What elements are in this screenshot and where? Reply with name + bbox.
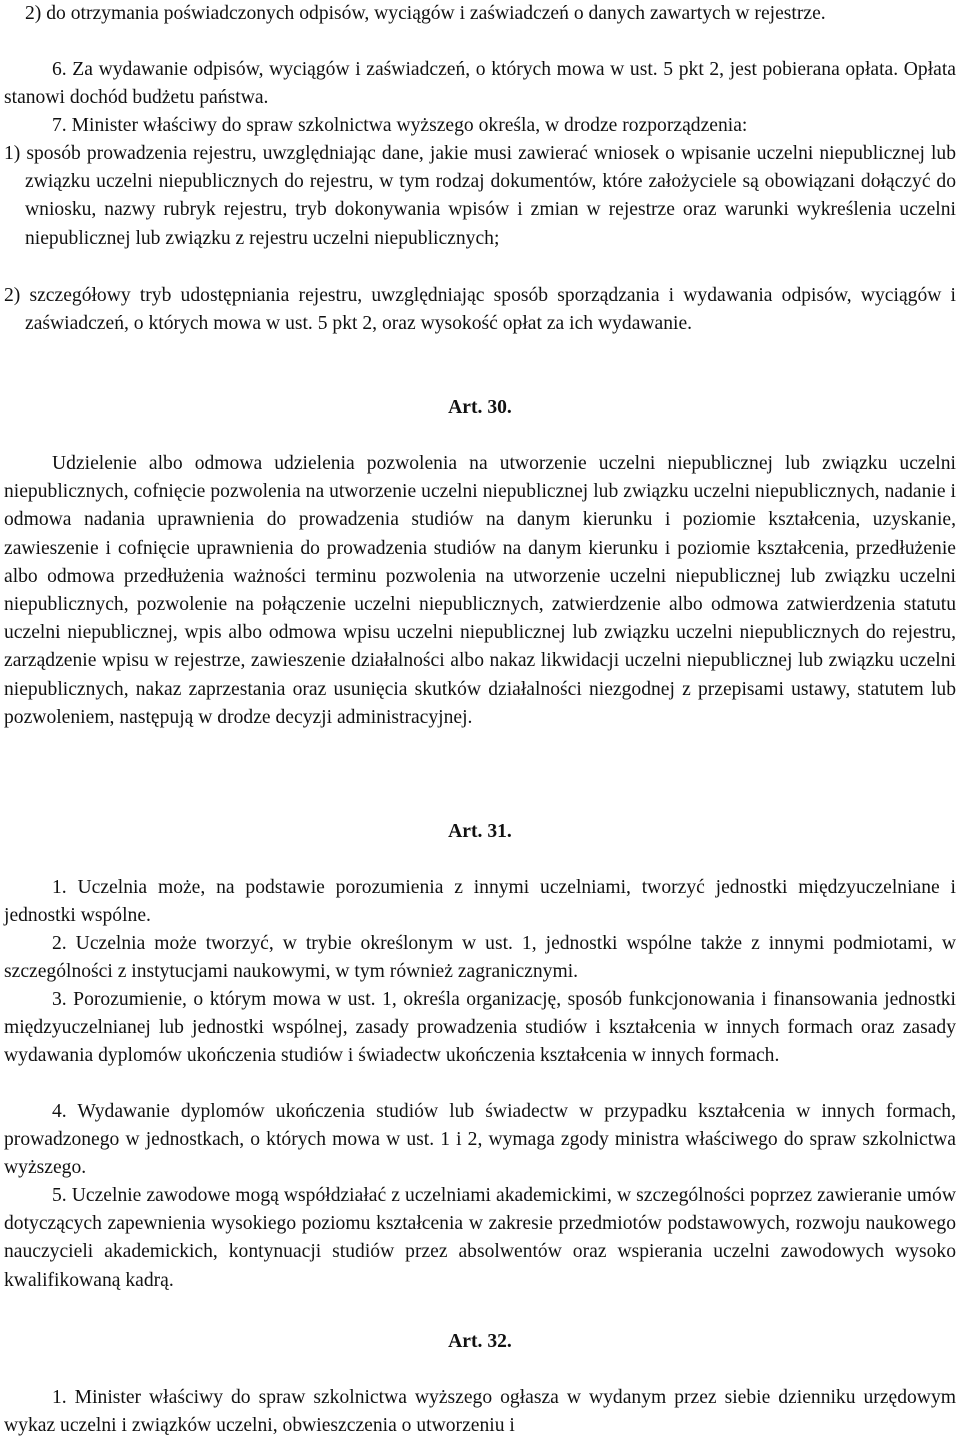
paragraph-6: 6. Za wydawanie odpisów, wyciągów i zaświadczeń, o których mowa w ust. 5 pkt 2, jest pobierana opłata. Opłata stanowi dochód budżetu państwa.	[4, 59, 956, 109]
paragraph-7: 7. Minister właściwy do spraw szkolnictwa wyższego określa, w drodze rozporządzenia:	[52, 115, 748, 136]
article-30-heading: Art. 30.	[448, 397, 512, 418]
item-2-continuation: 2) do otrzymania poświadczonych odpisów, wyciągów i zaświadczeń o danych zawartych w rejestrze.	[25, 3, 826, 24]
article-31-paragraph-2: 2. Uczelnia może tworzyć, w trybie określonym w ust. 1, jednostki wspólne także z innymi podmiotami, w szczególności z instytucjami naukowymi, w tym również zagranicznymi.	[4, 933, 956, 983]
article-32-heading: Art. 32.	[448, 1331, 512, 1352]
paragraph-7-item-1: 1) sposób prowadzenia rejestru, uwzględniając dane, jakie musi zawierać wniosek o wpisanie uczelni niepublicznej lub związku uczelni niepublicznych do rejestru, w tym rodzaj dokumentów, które założyciele są obowiązani dołączyć do wniosku, nazwy rubryk rejestru, tryb dokonywania wpisów i zmian w rejestrze oraz warunki wykreślenia uczelni niepublicznej lub związku z rejestru uczelni niepublicznych;	[4, 143, 956, 249]
article-31-paragraph-3: 3. Porozumienie, o którym mowa w ust. 1, określa organizację, sposób funkcjonowania i finansowania jednostki międzyuczelnianej lub jednostki wspólnej, zasady prowadzenia studiów i kształcenia w innych formach oraz zasady wydawania dyplomów ukończenia studiów i świadectw ukończenia kształcenia w innych formach.	[4, 989, 956, 1067]
paragraph-7-item-2: 2) szczegółowy tryb udostępniania rejestru, uwzględniając sposób sporządzania i wydawania odpisów, wyciągów i zaświadczeń, o których mowa w ust. 5 pkt 2, oraz wysokość opłat za ich wydawanie.	[4, 285, 956, 335]
article-31-heading: Art. 31.	[448, 821, 512, 842]
article-31-paragraph-1: 1. Uczelnia może, na podstawie porozumienia z innymi uczelniami, tworzyć jednostki międzyuczelniane i jednostki wspólne.	[4, 877, 956, 927]
article-31-paragraph-5: 5. Uczelnie zawodowe mogą współdziałać z uczelniami akademickimi, w szczególności poprzez zawieranie umów dotyczących zapewnienia wysokiego poziomu kształcenia w zakresie przedmiotów podstawowych, rozwoju naukowego nauczycieli akademickich, kontynuacji studiów przez absolwentów oraz wspierania uczelni zawodowych wysoko kwalifikowaną kadrą.	[4, 1185, 956, 1291]
article-32-paragraph-1: 1. Minister właściwy do spraw szkolnictwa wyższego ogłasza w wydanym przez siebie dzienniku urzędowym wykaz uczelni i związków uczelni, obwieszczenia o utworzeniu i	[4, 1387, 956, 1437]
article-31-paragraph-4: 4. Wydawanie dyplomów ukończenia studiów lub świadectw w przypadku kształcenia w innych formach, prowadzonego w jednostkach, o których mowa w ust. 1 i 2, wymaga zgody ministra właściwego do spraw szkolnictwa wyższego.	[4, 1101, 956, 1179]
article-30-text: Udzielenie albo odmowa udzielenia pozwolenia na utworzenie uczelni niepublicznej lub związku uczelni niepublicznych, cofnięcie pozwolenia na utworzenie uczelni niepublicznej lub związku uczelni niepublicznych, nadanie i odmowa nadania uprawnienia do prowadzenia studiów na danym kierunku i poziomie kształcenia, uzyskanie, zawieszenie i cofnięcie uprawnienia do prowadzenia studiów na danym kierunku i poziomie kształcenia, przedłużenie albo odmowa przedłużenia ważności terminu pozwolenia na utworzenie uczelni niepublicznej lub związku uczelni niepublicznych, pozwolenie na połączenie uczelni niepublicznych, zatwierdzenie albo odmowa zatwierdzenia statutu uczelni niepublicznej, wpis albo odmowa wpisu uczelni niepublicznej lub związku uczelni niepublicznych do rejestru, zarządzenie wpisu w rejestrze, zawieszenie działalności albo nakaz likwidacji uczelni niepublicznej lub związku uczelni niepublicznych, nakaz zaprzestania oraz usunięcia skutków działalności niezgodnej z przepisami ustawy, statutem lub pozwoleniem, następują w drodze decyzji administracyjnej.	[4, 453, 956, 728]
